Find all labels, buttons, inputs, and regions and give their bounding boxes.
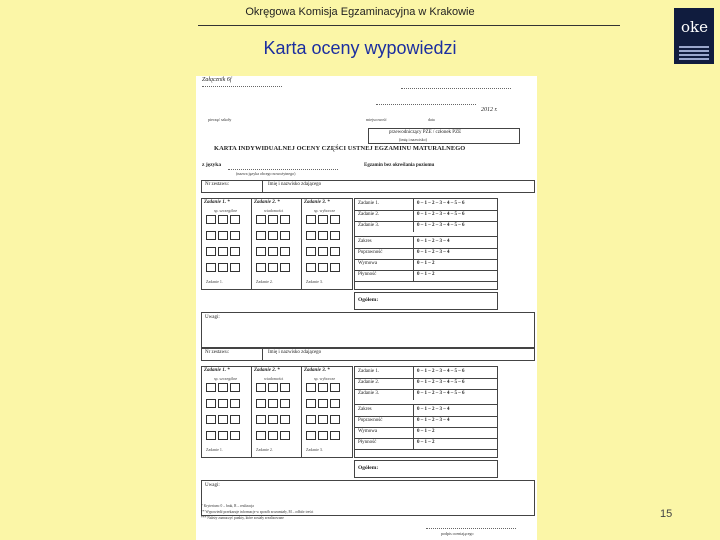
check-box	[306, 399, 316, 408]
task-header: Zadanie 3. *	[304, 368, 330, 373]
check-box	[318, 415, 328, 424]
student-name-label: Imię i nazwisko zdającego	[268, 182, 322, 187]
score-name: Zadanie 1.	[358, 201, 380, 206]
check-box	[280, 247, 290, 256]
check-box	[256, 247, 266, 256]
examiner-box	[368, 128, 520, 144]
check-box	[268, 263, 278, 272]
total-box	[354, 292, 498, 310]
task-grid	[201, 198, 353, 290]
check-box	[280, 263, 290, 272]
check-box	[230, 247, 240, 256]
task-header: Zadanie 1. *	[204, 200, 230, 205]
score-scale: 0 – 1 – 2 – 3 – 4 – 5 – 6	[417, 212, 465, 217]
annex-label: Załącznik 6f	[202, 77, 232, 83]
logo-text-lines	[679, 46, 709, 62]
task-footer: Zadanie 3.	[306, 447, 323, 452]
task-grid	[201, 366, 353, 458]
check-box	[230, 231, 240, 240]
score-name: Płynność	[358, 272, 377, 277]
check-box	[206, 399, 216, 408]
form-line	[426, 528, 516, 529]
task-footer: Zadanie 3.	[306, 279, 323, 284]
check-box	[280, 415, 290, 424]
divider	[251, 367, 252, 457]
score-scale: 0 – 1 – 2	[417, 272, 435, 277]
check-box	[206, 247, 216, 256]
remarks-label: Uwagi:	[205, 315, 220, 320]
score-scale: 0 – 1 – 2 – 3 – 4 – 5 – 6	[417, 380, 465, 385]
check-box	[206, 263, 216, 272]
check-box	[218, 383, 228, 392]
year: 2012 r.	[481, 107, 498, 113]
bottom-sign: podpis oceniającego	[441, 531, 474, 536]
set-number-label: Nr zestawu:	[205, 350, 230, 355]
score-scale: 0 – 1 – 2 – 3 – 4	[417, 418, 450, 423]
score-scale: 0 – 1 – 2 – 3 – 4 – 5 – 6	[417, 201, 465, 206]
score-name: Zadanie 1.	[358, 369, 380, 374]
score-name: Płynność	[358, 440, 377, 445]
check-box	[218, 431, 228, 440]
student-name-label: Imię i nazwisko zdającego	[268, 350, 322, 355]
stamp-label: pieczęć szkoły	[208, 117, 232, 122]
divider	[262, 181, 263, 192]
check-box	[256, 215, 266, 224]
check-box	[318, 399, 328, 408]
check-box	[330, 215, 340, 224]
check-box	[318, 431, 328, 440]
score-scale: 0 – 1 – 2 – 3 – 4	[417, 239, 450, 244]
total-label: Ogółem:	[358, 465, 379, 471]
check-box	[256, 415, 266, 424]
check-box	[318, 215, 328, 224]
check-box	[206, 415, 216, 424]
score-name: Poprawność	[358, 250, 383, 255]
check-box	[256, 263, 266, 272]
score-scale: 0 – 1 – 2	[417, 440, 435, 445]
score-row	[355, 270, 497, 282]
check-box	[268, 431, 278, 440]
check-box	[256, 399, 266, 408]
check-box	[218, 415, 228, 424]
score-name: Zakres	[358, 239, 372, 244]
check-box	[280, 431, 290, 440]
task-sub: sp. wyborcze	[314, 376, 336, 381]
score-name: Wymowa	[358, 429, 378, 434]
check-box	[206, 215, 216, 224]
remarks-box	[201, 312, 535, 348]
legend-line: *** Należy zaznaczyć punkty, które zostały zrealizowane	[201, 516, 284, 520]
check-box	[230, 263, 240, 272]
check-box	[330, 247, 340, 256]
check-box	[230, 431, 240, 440]
remarks-label: Uwagi:	[205, 483, 220, 488]
score-name: Zadanie 2.	[358, 380, 380, 385]
score-scale: 0 – 1 – 2	[417, 261, 435, 266]
check-box	[306, 215, 316, 224]
subject-sub: (nazwa języka obcego nowożytnego)	[236, 171, 296, 176]
check-box	[306, 383, 316, 392]
check-box	[256, 431, 266, 440]
check-box	[206, 231, 216, 240]
check-box	[280, 399, 290, 408]
check-box	[268, 415, 278, 424]
score-name: Zadanie 3.	[358, 223, 380, 228]
check-box	[218, 263, 228, 272]
check-box	[330, 415, 340, 424]
check-box	[280, 215, 290, 224]
check-box	[280, 383, 290, 392]
check-box	[330, 399, 340, 408]
task-sub: wiadomości	[264, 208, 284, 213]
check-box	[330, 231, 340, 240]
task-footer: Zadanie 1.	[206, 279, 223, 284]
check-box	[218, 215, 228, 224]
oke-logo	[674, 8, 714, 64]
task-footer: Zadanie 2.	[256, 279, 273, 284]
check-box	[230, 383, 240, 392]
score-scale: 0 – 1 – 2	[417, 429, 435, 434]
score-table	[354, 198, 498, 290]
form-line	[401, 88, 511, 89]
check-box	[318, 383, 328, 392]
check-box	[268, 247, 278, 256]
set-number-row	[201, 348, 535, 361]
task-header: Zadanie 3. *	[304, 200, 330, 205]
check-box	[306, 247, 316, 256]
check-box	[268, 231, 278, 240]
task-sub: wiadomości	[264, 376, 284, 381]
header-institution: Okręgowa Komisja Egzaminacyjna w Krakowie	[245, 6, 475, 18]
check-box	[218, 247, 228, 256]
divider	[301, 367, 302, 457]
check-box	[268, 399, 278, 408]
task-sub: sp. szczególne	[214, 376, 238, 381]
check-box	[330, 431, 340, 440]
logo-mark: oke	[681, 18, 708, 36]
place-label: miejscowość	[366, 117, 387, 122]
task-footer: Zadanie 1.	[206, 447, 223, 452]
subject-label: z języka	[202, 162, 222, 168]
check-box	[230, 415, 240, 424]
score-name: Wymowa	[358, 261, 378, 266]
check-box	[280, 231, 290, 240]
check-box	[318, 263, 328, 272]
score-name: Zakres	[358, 407, 372, 412]
check-box	[256, 383, 266, 392]
divider	[301, 199, 302, 289]
legend	[201, 503, 313, 521]
legend-line: ** Wypowiedź przekazuje informacje w sposób zrozumiały, M – odbiór treści	[201, 510, 314, 514]
date-label: data	[428, 117, 435, 122]
score-name: Poprawność	[358, 418, 383, 423]
check-box	[318, 231, 328, 240]
score-name: Zadanie 3.	[358, 391, 380, 396]
check-box	[218, 231, 228, 240]
task-sub: sp. wyborcze	[314, 208, 336, 213]
check-box	[206, 383, 216, 392]
divider	[262, 349, 263, 360]
slide-title: Karta oceny wypowiedzi	[263, 38, 457, 58]
divider	[251, 199, 252, 289]
examiner-sub: (imię i nazwisko)	[399, 137, 427, 142]
check-box	[256, 231, 266, 240]
task-header: Zadanie 2. *	[254, 368, 280, 373]
scanned-form	[196, 76, 537, 540]
set-number-label: Nr zestawu:	[205, 182, 230, 187]
check-box	[306, 231, 316, 240]
score-scale: 0 – 1 – 2 – 3 – 4	[417, 250, 450, 255]
task-header: Zadanie 2. *	[254, 200, 280, 205]
check-box	[330, 383, 340, 392]
task-header: Zadanie 1. *	[204, 368, 230, 373]
examiner-label: przewodniczący PZE / członek PZE	[389, 130, 462, 135]
score-table	[354, 366, 498, 458]
check-box	[230, 399, 240, 408]
score-name: Zadanie 2.	[358, 212, 380, 217]
set-number-row	[201, 180, 535, 193]
header-divider	[198, 25, 620, 26]
level-label: Egzamin bez określania poziomu	[364, 163, 435, 168]
score-scale: 0 – 1 – 2 – 3 – 4 – 5 – 6	[417, 391, 465, 396]
total-label: Ogółem:	[358, 297, 379, 303]
check-box	[218, 399, 228, 408]
score-scale: 0 – 1 – 2 – 3 – 4 – 5 – 6	[417, 223, 465, 228]
check-box	[306, 263, 316, 272]
form-line	[376, 104, 476, 105]
check-box	[306, 431, 316, 440]
legend-line: * Kryterium: 0 – brak, R – realizacja	[201, 504, 254, 508]
total-box	[354, 460, 498, 478]
check-box	[306, 415, 316, 424]
check-box	[206, 431, 216, 440]
task-sub: sp. szczególne	[214, 208, 238, 213]
score-scale: 0 – 1 – 2 – 3 – 4	[417, 407, 450, 412]
score-row	[355, 438, 497, 450]
check-box	[268, 383, 278, 392]
score-scale: 0 – 1 – 2 – 3 – 4 – 5 – 6	[417, 369, 465, 374]
page-number: 15	[660, 508, 673, 520]
check-box	[268, 215, 278, 224]
form-line	[228, 169, 338, 170]
form-line	[202, 86, 282, 87]
check-box	[330, 263, 340, 272]
check-box	[230, 215, 240, 224]
card-title: KARTA INDYWIDUALNEJ OCENY CZĘŚCI USTNEJ EGZAMINU MATURALNEGO	[214, 145, 466, 152]
task-footer: Zadanie 2.	[256, 447, 273, 452]
check-box	[318, 247, 328, 256]
